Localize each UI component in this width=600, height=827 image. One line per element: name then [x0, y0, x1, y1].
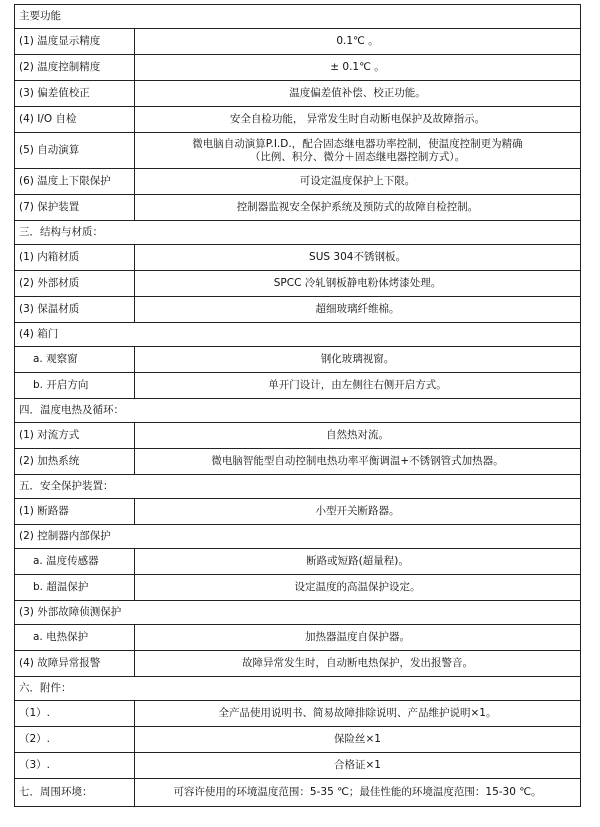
section-row [15, 601, 581, 625]
table-row [15, 107, 581, 133]
row-label-viewing-window: a. 观察窗 [15, 347, 135, 373]
row-value-temp-limit-protection: 可设定温度保护上下限。 [135, 169, 581, 195]
row-value-heating-system: 微电脑智能型自动控制电热功率平衡调温+不锈钢管式加热器。 [135, 449, 581, 475]
table-row [15, 753, 581, 779]
table-row [15, 651, 581, 677]
section-heating-circulation: 四．温度电热及循环： [15, 399, 581, 423]
table-row [15, 575, 581, 601]
table-row [15, 297, 581, 323]
table-row [15, 347, 581, 373]
row-value-breaker: 小型开关断路器。 [135, 499, 581, 525]
section-external-fault: (3) 外部故障侦测保护 [15, 601, 581, 625]
table-row [15, 499, 581, 525]
row-value-over-temp: 设定温度的高温保护设定。 [135, 575, 581, 601]
value-line: （比例、积分、微分＋固态继电器控制方式）。 [249, 150, 466, 163]
row-label-heater-protection: a. 电热保护 [15, 625, 135, 651]
row-label-convection: (1) 对流方式 [15, 423, 135, 449]
section-row [15, 525, 581, 549]
table-row [15, 29, 581, 55]
section-safety-devices: 五．安全保护装置： [15, 475, 581, 499]
row-value-outer-material: SPCC 冷轧钢板静电粉体烤漆处理。 [135, 271, 581, 297]
table-row [15, 133, 581, 169]
section-row [15, 323, 581, 347]
row-value-control-precision: ± 0.1℃ 。 [135, 55, 581, 81]
table-row [15, 55, 581, 81]
row-value-heater-protection: 加热器温度自保护器。 [135, 625, 581, 651]
section-row [15, 677, 581, 701]
row-label-accessory-3: （3）. [15, 753, 135, 779]
section-controller-protection: (2) 控制器内部保护 [15, 525, 581, 549]
row-value-display-precision: 0.1℃ 。 [135, 29, 581, 55]
row-label-auto-calculation: (5) 自动演算 [15, 133, 135, 169]
row-value-fault-alarm: 故障异常发生时，自动断电热保护，发出报警音。 [135, 651, 581, 677]
section-accessories: 六．附件： [15, 677, 581, 701]
row-label-accessory-2: （2）. [15, 727, 135, 753]
table-row [15, 373, 581, 399]
table-row [15, 701, 581, 727]
row-label-fault-alarm: (4) 故障异常报警 [15, 651, 135, 677]
table-row [15, 271, 581, 297]
table-row [15, 449, 581, 475]
row-value-offset-correction: 温度偏差值补偿、校正功能。 [135, 81, 581, 107]
row-label-environment: 七．周围环境： [15, 779, 135, 807]
row-label-protection-device: (7) 保护装置 [15, 195, 135, 221]
section-row [15, 5, 581, 29]
row-value-protection-device: 控制器监视安全保护系统及预防式的故障自检控制。 [135, 195, 581, 221]
table-row [15, 549, 581, 575]
table-row [15, 245, 581, 271]
row-value-accessory-2: 保险丝×1 [135, 727, 581, 753]
table-row [15, 195, 581, 221]
section-main-functions: 主要功能 [15, 5, 581, 29]
table-row [15, 81, 581, 107]
row-label-outer-material: (2) 外部材质 [15, 271, 135, 297]
row-value-accessory-1: 全产品使用说明书、简易故障排除说明、产品维护说明×1。 [135, 701, 581, 727]
row-value-opening-direction: 单开门设计，由左侧往右侧开启方式。 [135, 373, 581, 399]
row-label-control-precision: (2) 温度控制精度 [15, 55, 135, 81]
table-row [15, 625, 581, 651]
row-label-temp-limit-protection: (6) 温度上下限保护 [15, 169, 135, 195]
row-label-over-temp: b. 超温保护 [15, 575, 135, 601]
row-value-insulation-material: 超细玻璃纤维棉。 [135, 297, 581, 323]
table-row [15, 727, 581, 753]
row-label-temp-sensor: a. 温度传感器 [15, 549, 135, 575]
row-label-accessory-1: （1）. [15, 701, 135, 727]
row-value-io-self-check: 安全自检功能， 异常发生时自动断电保护及故障指示。 [135, 107, 581, 133]
row-value-inner-material: SUS 304不锈钢板。 [135, 245, 581, 271]
table-row [15, 779, 581, 807]
row-value-temp-sensor: 断路或短路(超量程)。 [135, 549, 581, 575]
table-row [15, 423, 581, 449]
section-row [15, 399, 581, 423]
row-label-opening-direction: b. 开启方向 [15, 373, 135, 399]
value-line: 微电脑自动演算P.I.D.，配合固态继电器功率控制，使温度控制更为精确 [192, 137, 523, 150]
row-label-insulation-material: (3) 保温材质 [15, 297, 135, 323]
row-label-breaker: (1) 断路器 [15, 499, 135, 525]
table-row [15, 169, 581, 195]
section-door: (4) 箱门 [15, 323, 581, 347]
row-label-offset-correction: (3) 偏差值校正 [15, 81, 135, 107]
row-label-inner-material: (1) 内箱材质 [15, 245, 135, 271]
row-value-accessory-3: 合格证×1 [135, 753, 581, 779]
row-value-viewing-window: 钢化玻璃视窗。 [135, 347, 581, 373]
row-value-auto-calculation [135, 133, 581, 169]
row-value-environment: 可容许使用的环境温度范围：5-35 ℃；最佳性能的环境温度范围：15-30 ℃。 [135, 779, 581, 807]
section-structure-materials: 三．结构与材质： [15, 221, 581, 245]
row-value-convection: 自然热对流。 [135, 423, 581, 449]
row-label-heating-system: (2) 加热系统 [15, 449, 135, 475]
section-row [15, 475, 581, 499]
spec-table [14, 4, 581, 807]
row-label-io-self-check: (4) I/O 自检 [15, 107, 135, 133]
row-label-display-precision: (1) 温度显示精度 [15, 29, 135, 55]
section-row [15, 221, 581, 245]
